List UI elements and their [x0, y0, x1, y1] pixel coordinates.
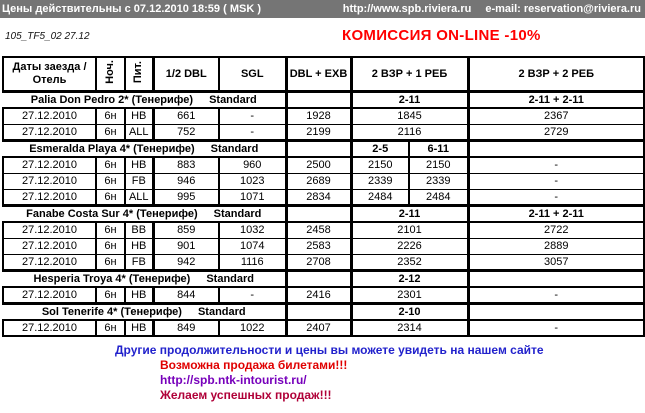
- price-row: [3, 222, 644, 238]
- header-dates-line2: Отель: [32, 73, 67, 86]
- child-age-range: 2-12: [351, 270, 468, 287]
- col-header-half-dbl: 1/2 DBL: [153, 57, 219, 91]
- date-cell: 27.12.2010: [3, 238, 96, 254]
- date-cell: 27.12.2010: [3, 157, 96, 173]
- col-header-nights: Ноч.: [96, 57, 125, 91]
- price-half-dbl: 995: [153, 189, 219, 205]
- price-2adult-2child: 2367: [468, 108, 644, 124]
- child-age-range: 2-11 + 2-11: [468, 205, 644, 222]
- date-cell: 27.12.2010: [3, 287, 96, 303]
- meal-cell: HB: [125, 287, 153, 303]
- hotel-name-cell: [3, 205, 286, 222]
- footer-site-link[interactable]: http://spb.ntk-intourist.ru/: [160, 373, 307, 387]
- price-table: [2, 56, 645, 337]
- price-half-dbl: 946: [153, 173, 219, 189]
- col-header-sgl: SGL: [219, 57, 286, 91]
- hotel-name: Esmeralda Playa 4* (Тенерифе): [29, 142, 195, 155]
- price-sgl: 1116: [219, 254, 286, 270]
- date-cell: 27.12.2010: [3, 108, 96, 124]
- price-row: [3, 320, 644, 336]
- price-2adult-2child: 3057: [468, 254, 644, 270]
- empty-cell: [286, 205, 351, 222]
- col-header-2adult-2child: 2 ВЗР + 2 РЕБ: [468, 57, 644, 91]
- hotel-name: Sol Tenerife 4* (Тенерифе): [41, 305, 182, 318]
- price-2adult-2child: 2729: [468, 124, 644, 140]
- price-sgl: 960: [219, 157, 286, 173]
- price-dbl-exb: 2834: [286, 189, 351, 205]
- price-2adult-1child-old: 2150: [409, 157, 468, 173]
- price-dbl-exb: 2407: [286, 320, 351, 336]
- col-header-dbl-exb: DBL + EXB: [286, 57, 351, 91]
- price-half-dbl: 942: [153, 254, 219, 270]
- price-2adult-2child: -: [468, 173, 644, 189]
- price-sgl: 1074: [219, 238, 286, 254]
- site-url-link[interactable]: http://www.spb.riviera.ru: [342, 3, 472, 15]
- child-age-range: [468, 140, 644, 157]
- price-2adult-2child: 2889: [468, 238, 644, 254]
- hotel-name: Fanabe Costa Sur 4* (Тенерифе): [26, 207, 198, 220]
- price-2adult-1child: 2116: [351, 124, 468, 140]
- col-header-2adult-1child: 2 ВЗР + 1 РЕБ: [351, 57, 468, 91]
- empty-cell: [286, 303, 351, 320]
- meal-cell: HB: [125, 108, 153, 124]
- hotel-row: [3, 303, 644, 320]
- price-2adult-2child: -: [468, 189, 644, 205]
- child-age-range: 2-11 + 2-11: [468, 91, 644, 108]
- header-dates-line1: Даты заезда /: [12, 60, 87, 73]
- nights-cell: 6н: [96, 108, 125, 124]
- email-link[interactable]: e-mail: reservation@riviera.ru: [485, 3, 641, 15]
- child-age-range: 2-11: [351, 205, 468, 222]
- date-cell: 27.12.2010: [3, 320, 96, 336]
- price-dbl-exb: 2500: [286, 157, 351, 173]
- room-category: Standard: [213, 207, 262, 220]
- price-dbl-exb: 2458: [286, 222, 351, 238]
- meal-cell: FB: [125, 254, 153, 270]
- price-2adult-1child: 2301: [351, 287, 468, 303]
- nights-cell: 6н: [96, 254, 125, 270]
- price-2adult-1child: 2314: [351, 320, 468, 336]
- nights-cell: 6н: [96, 287, 125, 303]
- price-dbl-exb: 1928: [286, 108, 351, 124]
- subheader: [0, 18, 645, 56]
- nights-cell: 6н: [96, 157, 125, 173]
- price-dbl-exb: 2416: [286, 287, 351, 303]
- footer-note-durations: Другие продолжительности и цены вы можете увидеть на нашем сайте: [115, 343, 544, 357]
- price-2adult-1child-young: 2339: [351, 173, 409, 189]
- price-half-dbl: 859: [153, 222, 219, 238]
- child-age-range: 2-5: [351, 140, 409, 157]
- date-cell: 27.12.2010: [3, 254, 96, 270]
- col-header-meal: Пит.: [125, 57, 153, 91]
- price-dbl-exb: 2689: [286, 173, 351, 189]
- price-2adult-2child: 2722: [468, 222, 644, 238]
- hotel-name-cell: [3, 91, 286, 108]
- price-dbl-exb: 2583: [286, 238, 351, 254]
- empty-cell: [286, 270, 351, 287]
- hotel-name: Hesperia Troya 4* (Тенерифе): [33, 272, 191, 285]
- meal-cell: HB: [125, 320, 153, 336]
- room-category: Standard: [209, 93, 257, 106]
- price-2adult-1child: 2352: [351, 254, 468, 270]
- price-half-dbl: 901: [153, 238, 219, 254]
- price-sgl: 1023: [219, 173, 286, 189]
- price-2adult-1child-young: 2484: [351, 189, 409, 205]
- footer-notes: [0, 337, 645, 403]
- price-dbl-exb: 2708: [286, 254, 351, 270]
- footer-note-tickets: Возможна продажа билетами!!!: [160, 358, 348, 372]
- room-category: Standard: [206, 272, 255, 285]
- price-2adult-1child-young: 2150: [351, 157, 409, 173]
- child-age-range: 2-10: [351, 303, 468, 320]
- hotel-name-cell: [3, 303, 286, 320]
- price-row: [3, 189, 644, 205]
- info-bar: [0, 0, 645, 18]
- price-row: [3, 238, 644, 254]
- date-cell: 27.12.2010: [3, 222, 96, 238]
- child-age-range: [468, 303, 644, 320]
- price-2adult-1child: 1845: [351, 108, 468, 124]
- hotel-row: [3, 270, 644, 287]
- meal-cell: FB: [125, 173, 153, 189]
- price-half-dbl: 883: [153, 157, 219, 173]
- meal-cell: ALL: [125, 189, 153, 205]
- hotel-name-cell: [3, 140, 286, 157]
- commission-banner: КОМИССИЯ ON-LINE -10%: [342, 27, 541, 44]
- price-sgl: -: [219, 124, 286, 140]
- price-half-dbl: 844: [153, 287, 219, 303]
- hotel-name-cell: [3, 270, 286, 287]
- price-list-code: 105_TF5_02 27.12: [5, 31, 90, 42]
- price-row: [3, 157, 644, 173]
- price-half-dbl: 849: [153, 320, 219, 336]
- price-2adult-2child: -: [468, 320, 644, 336]
- price-half-dbl: 752: [153, 124, 219, 140]
- child-age-range: [468, 270, 644, 287]
- nights-cell: 6н: [96, 222, 125, 238]
- price-sgl: 1071: [219, 189, 286, 205]
- price-dbl-exb: 2199: [286, 124, 351, 140]
- hotel-name: Palia Don Pedro 2* (Тенерифе): [30, 93, 194, 106]
- price-sgl: -: [219, 108, 286, 124]
- hotel-row: [3, 140, 644, 157]
- hotel-row: [3, 205, 644, 222]
- price-2adult-2child: -: [468, 287, 644, 303]
- price-2adult-1child-old: 2339: [409, 173, 468, 189]
- date-cell: 27.12.2010: [3, 189, 96, 205]
- price-2adult-1child-old: 2484: [409, 189, 468, 205]
- room-category: Standard: [210, 142, 259, 155]
- price-row: [3, 124, 644, 140]
- price-sgl: -: [219, 287, 286, 303]
- price-row: [3, 254, 644, 270]
- price-row: [3, 108, 644, 124]
- date-cell: 27.12.2010: [3, 124, 96, 140]
- room-category: Standard: [197, 305, 246, 318]
- child-age-range: 2-11: [351, 91, 468, 108]
- nights-cell: 6н: [96, 173, 125, 189]
- date-cell: 27.12.2010: [3, 173, 96, 189]
- empty-cell: [286, 91, 351, 108]
- price-sgl: 1022: [219, 320, 286, 336]
- nights-cell: 6н: [96, 238, 125, 254]
- meal-cell: ALL: [125, 124, 153, 140]
- price-row: [3, 287, 644, 303]
- meal-cell: BB: [125, 222, 153, 238]
- nights-cell: 6н: [96, 124, 125, 140]
- empty-cell: [286, 140, 351, 157]
- footer-wish: Желаем успешных продаж!!!: [160, 388, 332, 402]
- price-2adult-1child: 2226: [351, 238, 468, 254]
- price-row: [3, 173, 644, 189]
- col-header-dates-hotel: [3, 57, 96, 91]
- meal-cell: HB: [125, 238, 153, 254]
- meal-cell: HB: [125, 157, 153, 173]
- header-row: [3, 57, 644, 91]
- child-age-range: 6-11: [409, 140, 468, 157]
- price-sgl: 1032: [219, 222, 286, 238]
- price-2adult-2child: -: [468, 157, 644, 173]
- nights-cell: 6н: [96, 189, 125, 205]
- hotel-row: [3, 91, 644, 108]
- price-2adult-1child: 2101: [351, 222, 468, 238]
- nights-cell: 6н: [96, 320, 125, 336]
- price-half-dbl: 661: [153, 108, 219, 124]
- validity-text: Цены действительны с 07.12.2010 18:59 ( MSK ): [2, 3, 261, 15]
